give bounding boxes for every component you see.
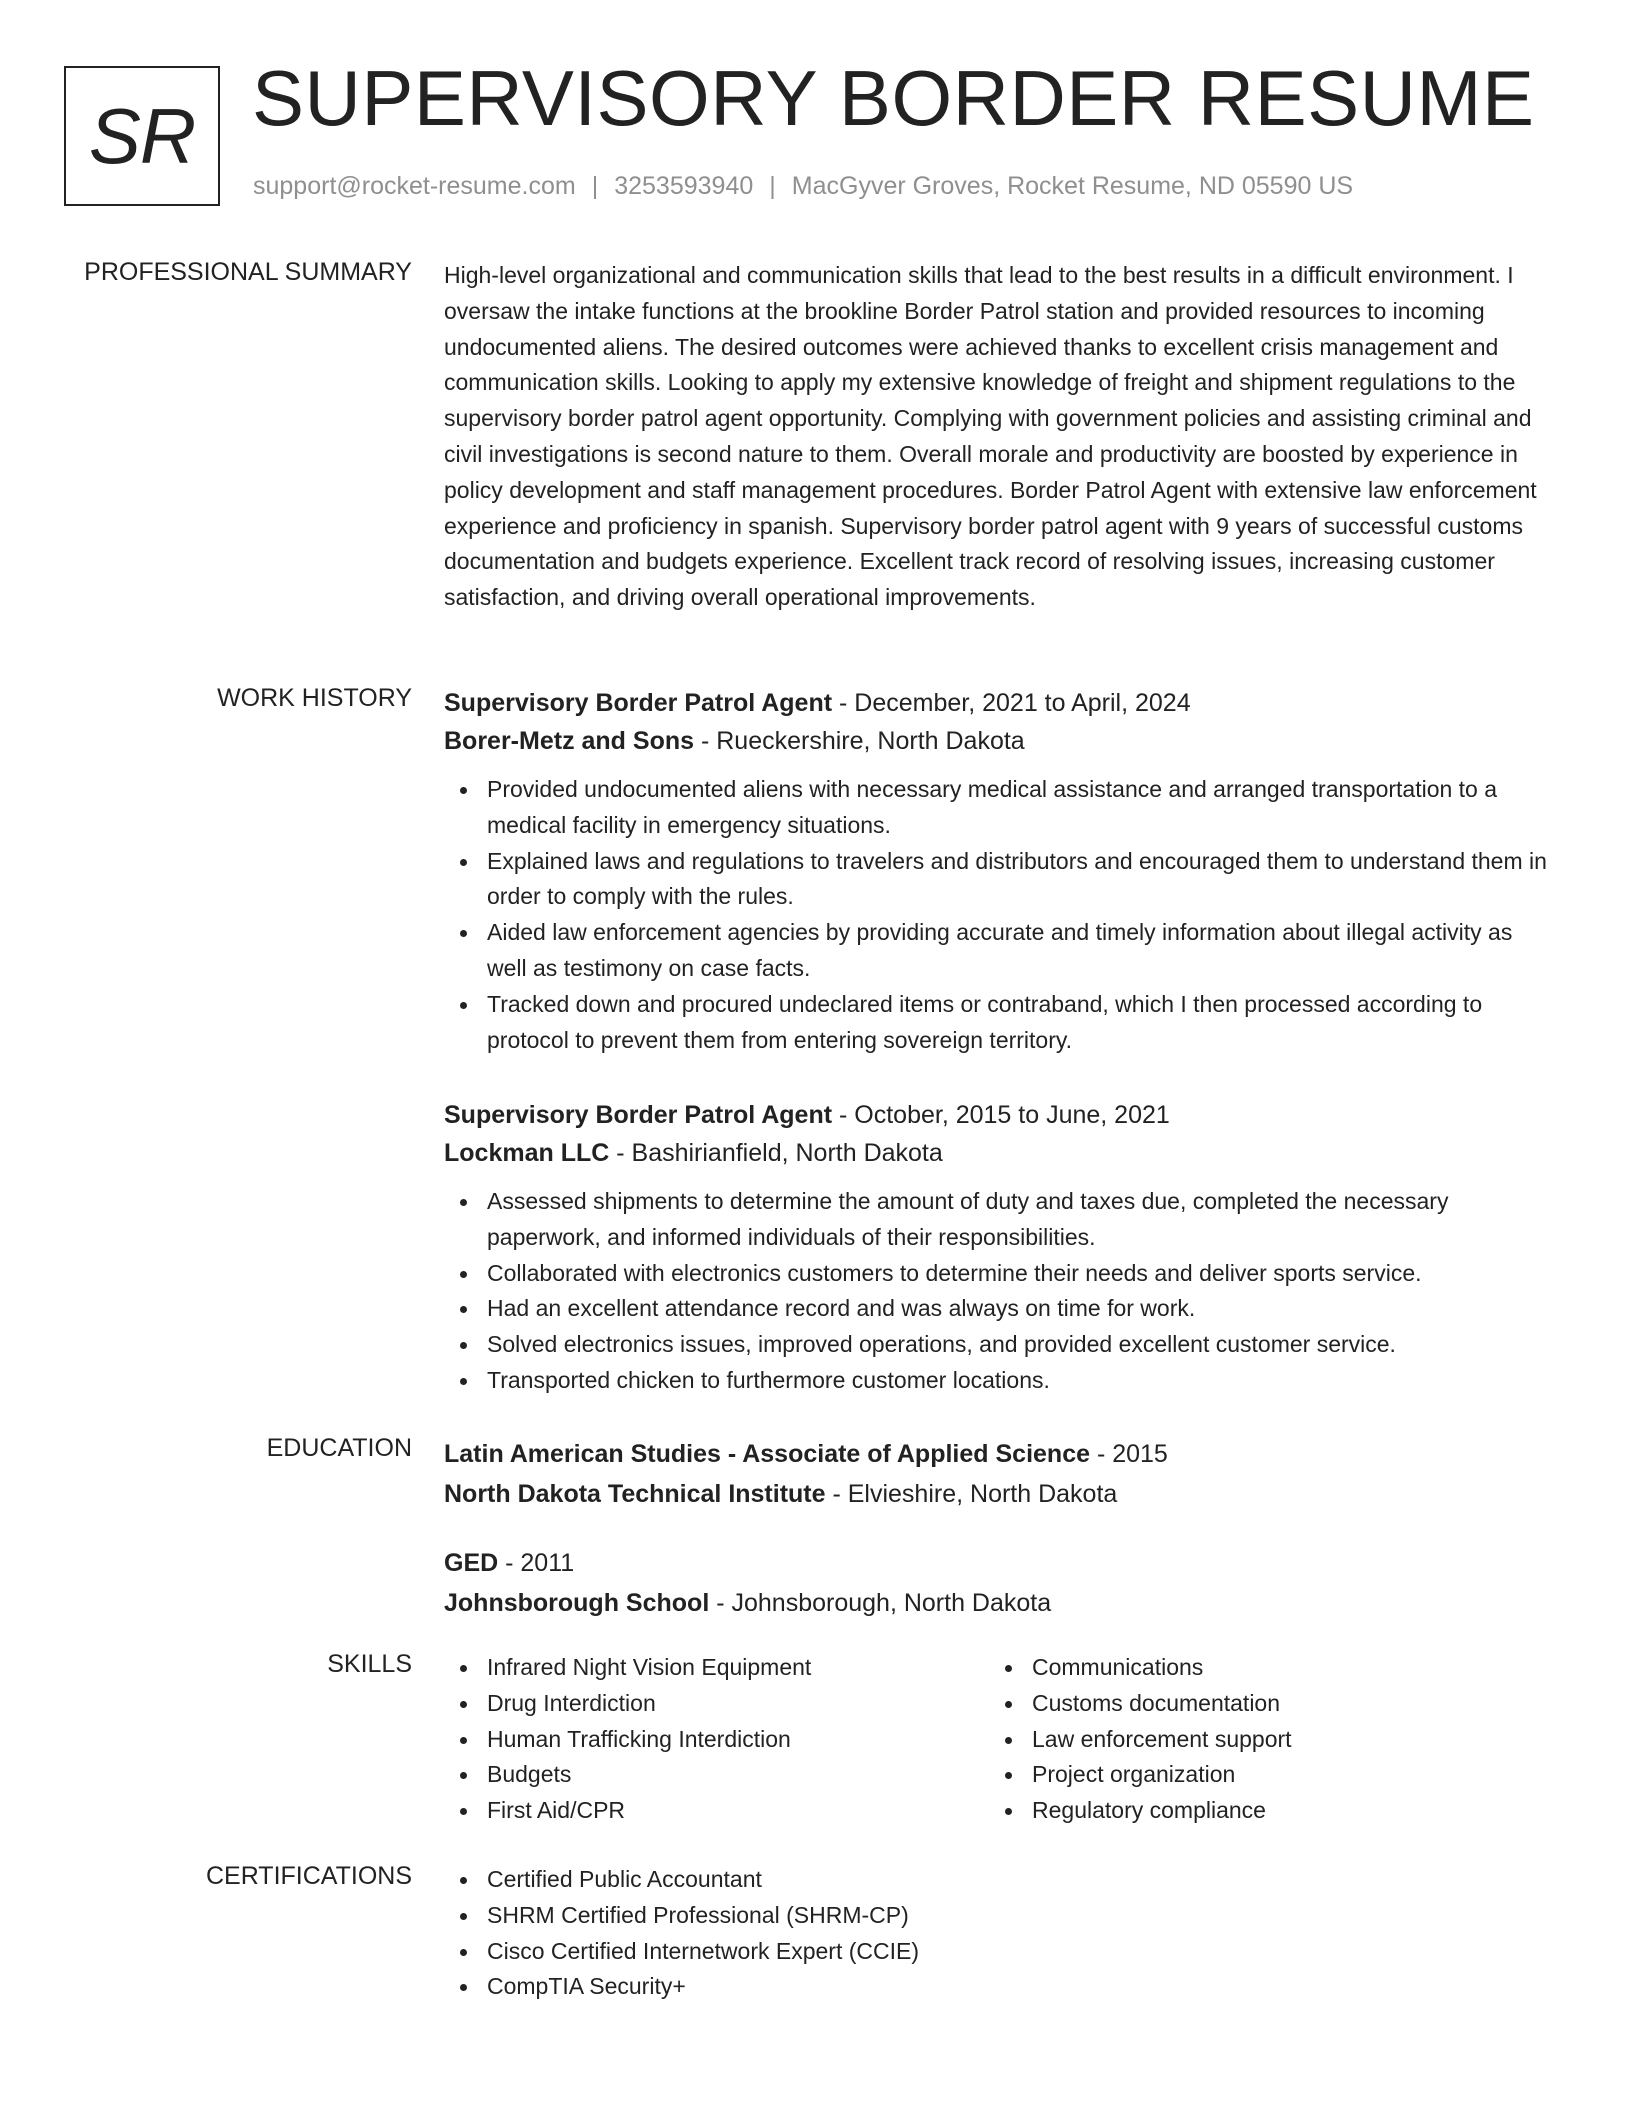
job-dates: - October, 2015 to June, 2021 — [832, 1101, 1170, 1129]
skill-item: Law enforcement support — [989, 1722, 1529, 1758]
contact-phone[interactable]: 3253593940 — [614, 172, 754, 200]
job-bullets — [444, 1184, 1554, 1399]
work-history-heading: WORK HISTORY — [217, 684, 412, 712]
skill-item: Budgets — [444, 1757, 984, 1793]
degree-name: GED — [444, 1549, 499, 1577]
certifications-content — [444, 1862, 1554, 2005]
job-title-line — [444, 1096, 1554, 1134]
school-name: Johnsborough School — [444, 1589, 710, 1617]
job-bullet: Provided undocumented aliens with necessary medical assistance and arranged transportation to a medical facility in emergency situations. — [444, 772, 1554, 844]
education-entry — [444, 1434, 1554, 1514]
job-company-line — [444, 1134, 1554, 1172]
degree-line — [444, 1434, 1554, 1474]
job-bullet: Explained laws and regulations to travelers and distributors and encouraged them to understand them in order to comply with the rules. — [444, 844, 1554, 916]
education-entry — [444, 1543, 1554, 1623]
summary-content — [444, 258, 1554, 616]
contact-address: MacGyver Groves, Rocket Resume, ND 05590 US — [791, 172, 1354, 200]
school-location: - Elvieshire, North Dakota — [825, 1480, 1118, 1508]
skills-list-right — [989, 1650, 1529, 1829]
job-title: Supervisory Border Patrol Agent — [444, 1101, 833, 1129]
skill-item: Infrared Night Vision Equipment — [444, 1650, 984, 1686]
certification-item: SHRM Certified Professional (SHRM-CP) — [444, 1898, 1554, 1934]
skill-item: Regulatory compliance — [989, 1793, 1529, 1829]
job-location: - Bashirianfield, North Dakota — [609, 1139, 943, 1167]
certifications-list — [444, 1862, 1554, 2005]
job-company: Borer-Metz and Sons — [444, 727, 695, 755]
contact-separator: | — [769, 172, 776, 200]
job-title: Supervisory Border Patrol Agent — [444, 689, 833, 717]
certifications-heading: CERTIFICATIONS — [205, 1862, 412, 1890]
education-heading: EDUCATION — [266, 1434, 412, 1462]
skill-item: Human Trafficking Interdiction — [444, 1722, 984, 1758]
degree-year: - 2011 — [498, 1549, 575, 1577]
degree-name: Latin American Studies - Associate of Applied Science — [444, 1440, 1090, 1468]
job-location: - Rueckershire, North Dakota — [694, 727, 1025, 755]
skill-item: First Aid/CPR — [444, 1793, 984, 1829]
job-bullet: Had an excellent attendance record and was always on time for work. — [444, 1291, 1554, 1327]
skills-list-left — [444, 1650, 984, 1829]
certification-item: Cisco Certified Internetwork Expert (CCIE) — [444, 1934, 1554, 1970]
contact-line — [253, 172, 1353, 201]
certification-item: Certified Public Accountant — [444, 1862, 1554, 1898]
certification-item: CompTIA Security+ — [444, 1969, 1554, 2005]
school-line — [444, 1474, 1554, 1514]
job-company: Lockman LLC — [444, 1139, 610, 1167]
degree-line — [444, 1543, 1554, 1583]
job-dates: - December, 2021 to April, 2024 — [832, 689, 1191, 717]
monogram-badge — [64, 66, 220, 206]
job-bullets — [444, 772, 1554, 1058]
job-company-line — [444, 722, 1554, 760]
skill-item: Project organization — [989, 1757, 1529, 1793]
job-entry — [444, 684, 1554, 1058]
skills-heading: SKILLS — [327, 1650, 412, 1678]
skill-item: Customs documentation — [989, 1686, 1529, 1722]
job-bullet: Aided law enforcement agencies by providing accurate and timely information about illegal activity as well as testimony on case facts. — [444, 915, 1554, 987]
school-location: - Johnsborough, North Dakota — [709, 1589, 1052, 1617]
summary-heading: PROFESSIONAL SUMMARY — [84, 258, 412, 286]
skill-item: Drug Interdiction — [444, 1686, 984, 1722]
resume-title: SUPERVISORY BORDER RESUME — [252, 54, 1535, 142]
job-bullet: Solved electronics issues, improved operations, and provided excellent customer service. — [444, 1327, 1554, 1363]
skill-item: Communications — [989, 1650, 1529, 1686]
job-bullet: Assessed shipments to determine the amount of duty and taxes due, completed the necessary paperwork, and informed individuals of their responsibilities. — [444, 1184, 1554, 1256]
job-title-line — [444, 684, 1554, 722]
contact-email[interactable]: support@rocket-resume.com — [253, 172, 576, 200]
job-entry — [444, 1096, 1554, 1399]
job-bullet: Collaborated with electronics customers to determine their needs and deliver sports service. — [444, 1256, 1554, 1292]
school-line — [444, 1583, 1554, 1623]
monogram-text: SR — [88, 91, 196, 180]
degree-year: - 2015 — [1090, 1440, 1168, 1468]
contact-separator: | — [591, 172, 599, 200]
job-bullet: Tracked down and procured undeclared items or contraband, which I then processed according to protocol to prevent them from entering sovereign territory. — [444, 987, 1554, 1059]
school-name: North Dakota Technical Institute — [444, 1480, 826, 1508]
summary-text: High-level organizational and communication skills that lead to the best results in a difficult environment. I oversaw the intake functions at the brookline Border Patrol station and provided resources to incoming undocumented aliens. The desired outcomes were achieved thanks to excellent crisis management and communication skills. Looking to apply my extensive knowledge of freight and shipment regulations to the supervisory border patrol agent opportunity. Complying with government policies and assisting criminal and civil investigations is second nature to them. Overall morale and productivity are boosted by experience in policy development and staff management procedures. Border Patrol Agent with extensive law enforcement experience and proficiency in spanish. Supervisory border patrol agent with 9 years of successful customs documentation and budgets experience. Excellent track record of resolving issues, increasing customer satisfaction, and driving overall operational improvements. — [444, 262, 1537, 611]
job-bullet: Transported chicken to furthermore customer locations. — [444, 1363, 1554, 1399]
